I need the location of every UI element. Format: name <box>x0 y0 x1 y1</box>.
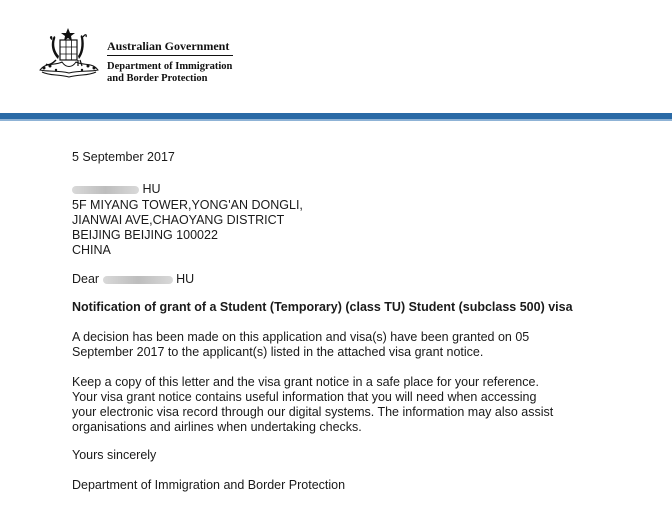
address-line-2: JIANWAI AVE,CHAOYANG DISTRICT <box>72 213 285 227</box>
letter-date: 5 September 2017 <box>72 150 175 164</box>
paragraph-2-line-3: your electronic visa record through our digital systems. The information may also assist <box>72 405 554 419</box>
government-title: Australian Government <box>107 39 233 56</box>
subject-line: Notification of grant of a Student (Temporary) (class TU) Student (subclass 500) visa <box>72 300 573 314</box>
paragraph-2-line-4: organisations and airlines when undertaking checks. <box>72 420 362 434</box>
paragraph-2-line-1: Keep a copy of this letter and the visa grant notice in a safe place for your reference. <box>72 375 539 389</box>
paragraph-2-line-2: Your visa grant notice contains useful information that you will need when accessing <box>72 390 537 404</box>
address-line-1: 5F MIYANG TOWER,YONG'AN DONGLI, <box>72 198 303 212</box>
signature: Department of Immigration and Border Protection <box>72 478 346 492</box>
paragraph-1-line-1: A decision has been made on this application and visa(s) have been granted on 05 <box>72 330 530 344</box>
recipient-surname: HU <box>142 182 161 196</box>
address-line-4: CHINA <box>72 243 111 257</box>
closing: Yours sincerely <box>72 448 157 462</box>
redacted-given-name <box>72 186 139 194</box>
paragraph-1-line-2: September 2017 to the applicant(s) listed in the attached visa grant notice. <box>72 345 484 359</box>
salutation-surname: HU <box>176 272 195 286</box>
header-divider-thin <box>0 119 672 121</box>
address-line-3: BEIJING BEIJING 100022 <box>72 228 218 242</box>
coat-of-arms-icon <box>36 26 102 80</box>
redacted-salutation-name <box>103 276 173 284</box>
salutation-prefix: Dear <box>72 272 100 286</box>
salutation <box>72 272 194 287</box>
recipient-name <box>72 182 161 197</box>
department-name-line2: and Border Protection <box>107 73 208 84</box>
department-name-line1: Department of Immigration <box>107 61 233 72</box>
letterhead <box>0 0 672 112</box>
